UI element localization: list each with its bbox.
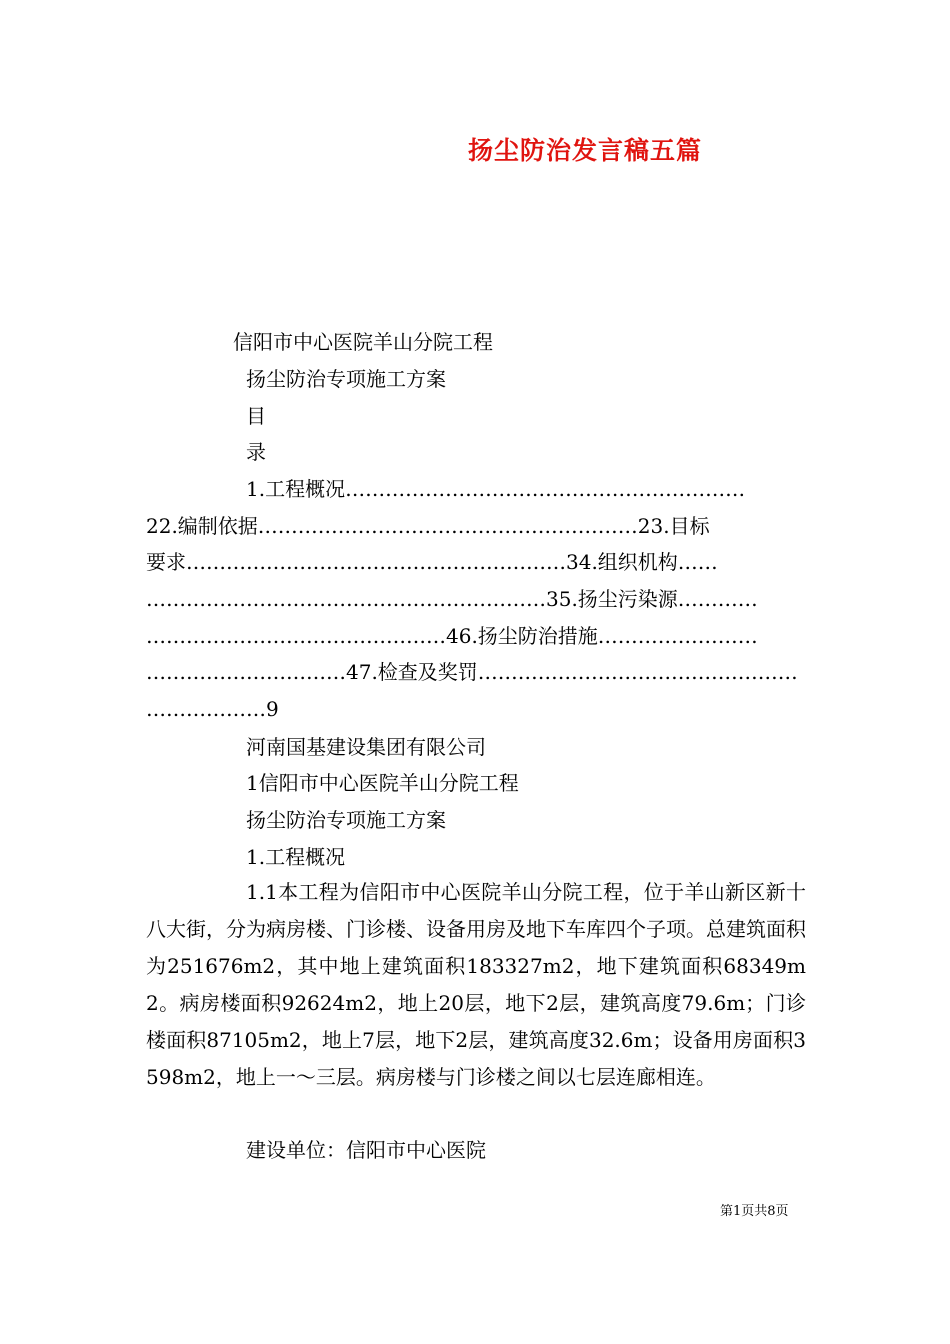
body-paragraph — [146, 874, 806, 1096]
document-title: 扬尘防治发言稿五篇 — [468, 136, 703, 165]
paragraph-text: 1.1本工程为信阳市中心医院羊山分院工程，位于羊山新区新十八大街，分为病房楼、门诊楼、设备用房及地下车库四个子项。总建筑面积为251676m2，其中地上建筑面积183327m2，地下建筑面积68349m2。病房楼面积92624m2，地上20层，地下2层，建筑高度79.6m；门诊楼面积87105m2，地上7层，地下2层，建筑高度32.6m；设备用房面积3598m2，地上一～三层。病房楼与门诊楼之间以七层连廊相连。 — [146, 880, 806, 1089]
cover-project-name: 信阳市中心医院羊山分院工程 — [233, 330, 493, 354]
toc-line: 22.编制依据…………………………………………………23.目标 — [146, 514, 710, 538]
toc-heading-char-2: 录 — [246, 440, 266, 464]
toc-line: …………………………47.检查及奖罚………………………………………… — [146, 660, 798, 684]
toc-line: ………………9 — [146, 697, 279, 721]
toc-line: 1.工程概况…………………………………………………… — [246, 477, 746, 501]
construction-unit: 建设单位：信阳市中心医院 — [246, 1138, 486, 1162]
company-name: 河南国基建设集团有限公司 — [246, 735, 486, 759]
toc-heading-char-1: 目 — [246, 404, 266, 428]
cover-plan-title: 扬尘防治专项施工方案 — [246, 367, 446, 391]
toc-line: 要求…………………………………………………34.组织机构…… — [146, 550, 718, 574]
page-number: 第1页共8页 — [720, 1204, 789, 1219]
page-project-name: 1信阳市中心医院羊山分院工程 — [246, 771, 519, 795]
toc-line: ……………………………………………………35.扬尘污染源………… — [146, 587, 758, 611]
page-plan-title: 扬尘防治专项施工方案 — [246, 808, 446, 832]
section-heading: 1.工程概况 — [246, 845, 346, 869]
toc-line: ………………………………………46.扬尘防治措施…………………… — [146, 624, 758, 648]
